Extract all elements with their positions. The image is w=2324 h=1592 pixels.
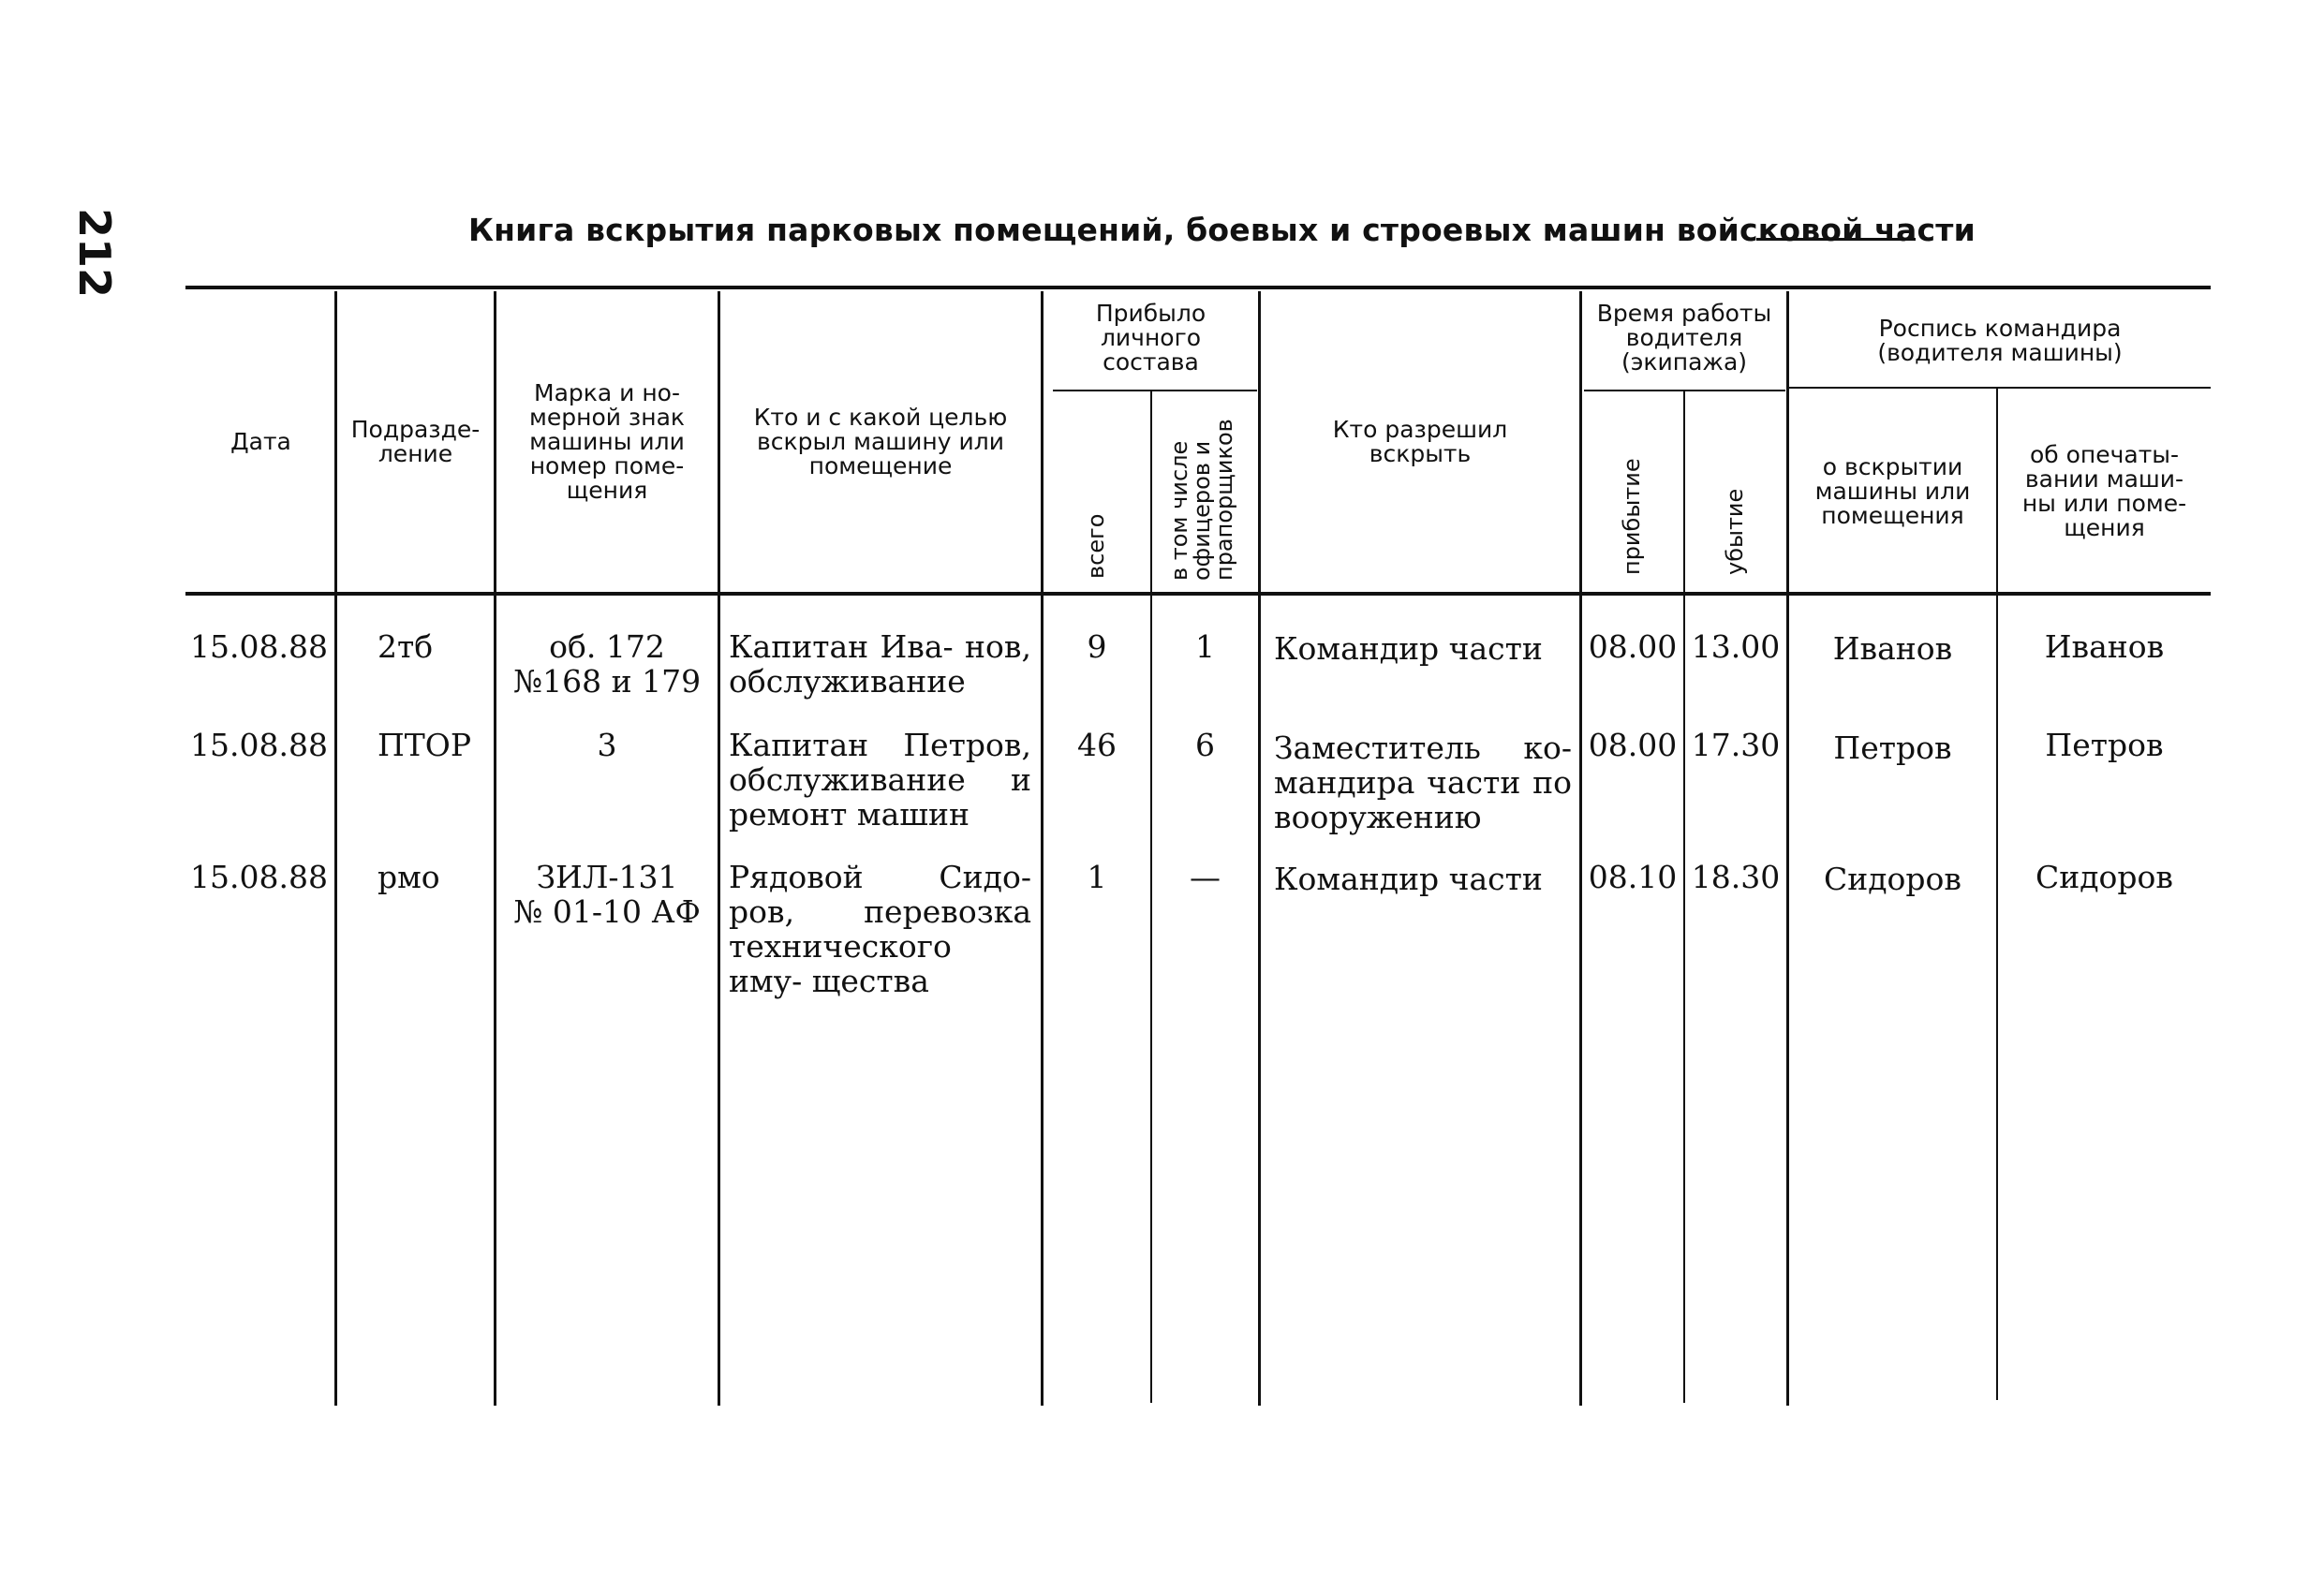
header-bottom-rule [185, 592, 2211, 596]
table-row-3-permitted: Командир части [1274, 861, 1543, 897]
table-row-1-total: 9 [1087, 628, 1107, 665]
header-vehicle: Марка и но- мерной знак машины или номер поме- щения [528, 378, 685, 504]
header-signature: Роспись командира (водителя машины) [1877, 315, 2123, 366]
table-row-2-who: Капитан Петров, обслуживание и ремонт машин [729, 727, 1031, 833]
table-row-2-total: 46 [1077, 727, 1117, 763]
header-arrival-time: прибытие [1619, 458, 1645, 575]
page-number: 212 [69, 208, 120, 299]
table-row-3-vehicle: ЗИЛ-131 № 01-10 АФ [513, 859, 701, 930]
table-row-1-departure: 13.00 [1691, 628, 1781, 665]
unit-number-blank [1756, 238, 1916, 241]
table-row-1-sign-open: Иванов [1832, 630, 1953, 667]
table-row-1-permitted: Командир части [1274, 630, 1543, 667]
header-arrived: Прибыло личного состава [1095, 300, 1206, 376]
page-title: Книга вскрытия парковых помещений, боевых и строевых машин войсковой части [468, 212, 1976, 248]
header-driver-time: Время работы водителя (экипажа) [1596, 300, 1772, 376]
table-row-3-unit: рмо [377, 859, 440, 895]
header-sign-open: о вскрытии машины или помещения [1814, 453, 1971, 529]
table-row-3-date: 15.08.88 [190, 859, 328, 895]
header-unit: Подразде- ление [350, 415, 481, 467]
table-row-1-sign-seal: Иванов [2044, 628, 2165, 665]
table-row-1-unit: 2тб [377, 628, 434, 665]
table-row-2-sign-open: Петров [1833, 730, 1952, 766]
col-divider-7 [1579, 291, 1582, 1406]
table-row-3-sign-seal: Сидоров [2035, 859, 2173, 895]
header-date: Дата [230, 427, 291, 455]
col-divider-5 [1150, 391, 1152, 1403]
table-row-1-officers: 1 [1195, 628, 1215, 665]
table-row-2-officers: 6 [1195, 727, 1215, 763]
table-row-2-permitted: Заместитель ко- мандира части по вооружению [1274, 730, 1572, 835]
table-row-1-vehicle: об. 172 №168 и 179 [512, 628, 702, 700]
table-row-2-vehicle: 3 [597, 727, 617, 763]
table-row-2-arrival: 08.00 [1588, 727, 1678, 763]
table-row-1-date: 15.08.88 [190, 628, 328, 665]
arrived-subheader-rule [1053, 390, 1257, 391]
table-row-3-arrival: 08.10 [1588, 859, 1678, 895]
table-row-3-officers: — [1190, 859, 1221, 895]
table-row-3-sign-open: Сидоров [1823, 861, 1961, 897]
table-row-2-departure: 17.30 [1691, 727, 1781, 763]
header-sign-seal: об опечаты- вании маши- ны или поме- щения [2021, 441, 2187, 541]
header-who-opened: Кто и с какой целью вскрыл машину или помещение [753, 403, 1008, 479]
table-row-3-total: 1 [1087, 859, 1107, 895]
table-row-1-arrival: 08.00 [1588, 628, 1678, 665]
header-departure-time: убытие [1722, 488, 1748, 575]
table-row-3-who: Рядовой Сидо- ров, перевозка технического иму- щества [729, 859, 1031, 999]
col-divider-4 [1041, 291, 1044, 1406]
signature-subheader-rule [1789, 387, 2211, 389]
header-arrived-total: всего [1083, 513, 1109, 579]
table-row-1-who: Капитан Ива- нов, обслуживание [729, 628, 1031, 700]
table-row-2-date: 15.08.88 [190, 727, 328, 763]
table-row-3-departure: 18.30 [1691, 859, 1781, 895]
header-arrived-officers: в том числе офицеров и прапорщиков [1166, 419, 1237, 581]
header-permitted: Кто разрешил вскрыть [1332, 415, 1508, 467]
table-row-2-sign-seal: Петров [2045, 727, 2164, 763]
table-top-rule [185, 286, 2211, 289]
col-divider-8 [1683, 391, 1685, 1403]
table-row-2-unit: ПТОР [377, 727, 472, 763]
